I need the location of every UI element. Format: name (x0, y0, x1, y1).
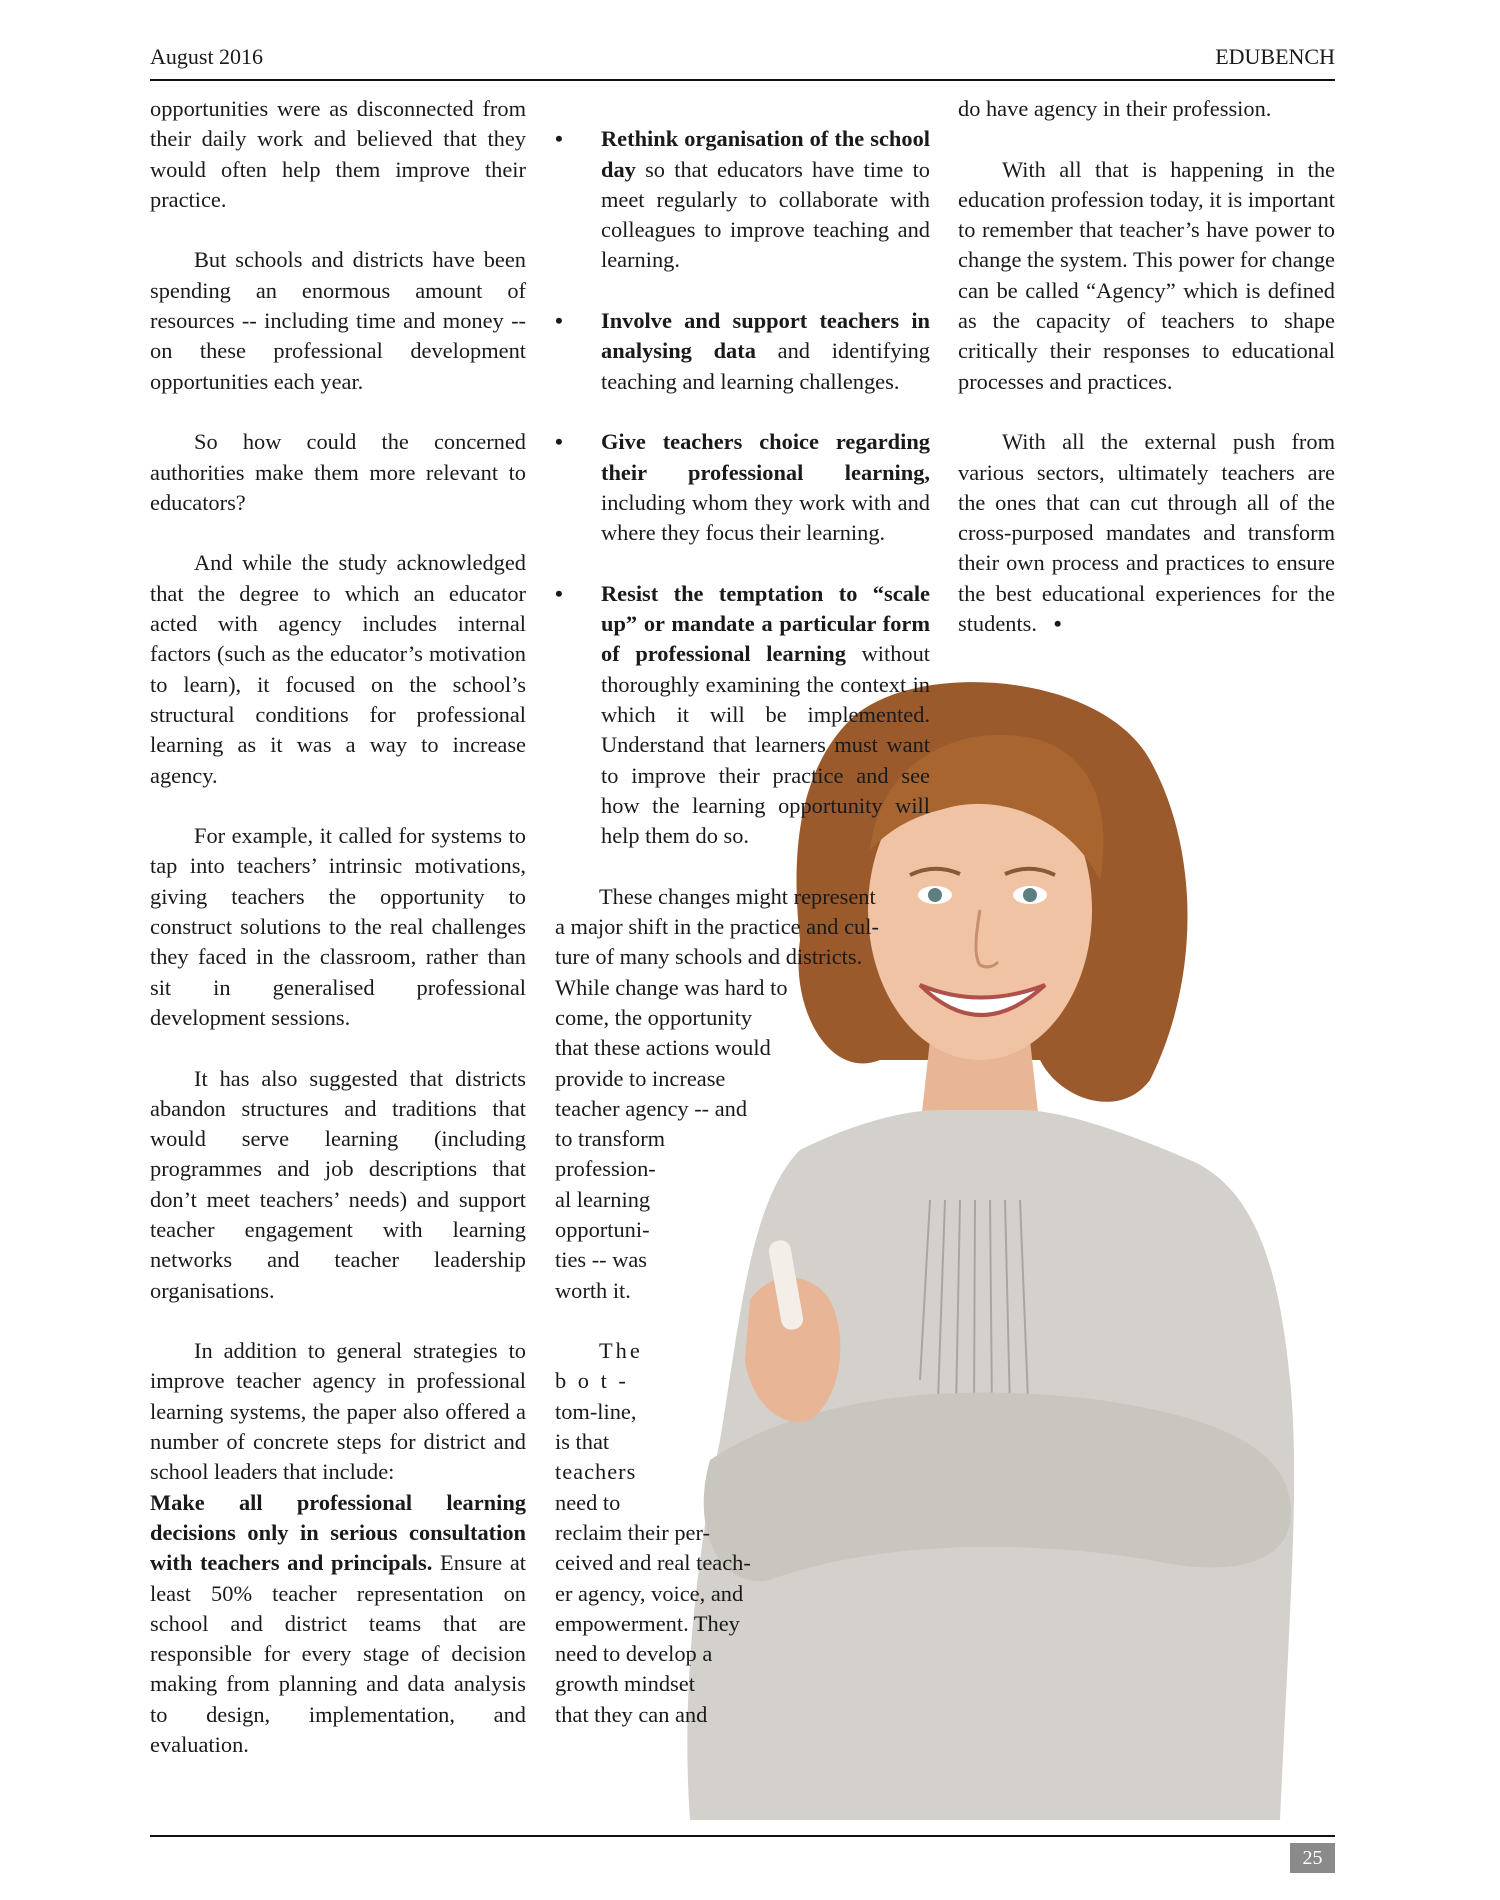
text-line: ture of many schools and districts. (555, 944, 863, 970)
paragraph-text: With all the external push from various sectors, ultimately teachers are the ones that can cut through all of the cross-purposed mandates and transform their own process and practices to ensure the best educational experiences for the students. (958, 429, 1335, 637)
publication-name: EDUBENCH (1215, 44, 1335, 69)
bullet-heading: Resist the temptation to “scale up” or mandate a particular form of professional learning (601, 580, 930, 667)
column-3 (958, 94, 1335, 639)
text-line: al learning (555, 1186, 651, 1212)
paragraph-recommendation (150, 1488, 526, 1761)
text-line: worth it. (555, 1277, 631, 1303)
bullet-symbol: • (555, 308, 563, 334)
bullet-symbol: • (555, 580, 563, 606)
text-line: ceived and real teach- (555, 1550, 751, 1576)
paragraph: With all that is happening in the education profession today, it is important to remember that teacher’s have power to change the system. This power for change can be called “Agency” which is defined as the capacity of teachers to shape critically their responses to educational processes and practices. (958, 156, 1335, 394)
text-line: is that (555, 1429, 610, 1455)
paragraph: In addition to general strategies to improve teacher agency in professional learning systems, the paper also offered a number of concrete steps for district and school leaders that include: (150, 1338, 526, 1485)
paragraph: So how could the concerned authorities make them more relevant to educators? (150, 429, 526, 515)
column-1 (150, 94, 526, 1760)
bullet-body: so that educators have time to meet regularly to collaborate with colleagues to improve teaching and learning. (601, 156, 930, 273)
end-mark: • (1053, 611, 1062, 637)
bottom-line-paragraph (555, 1336, 930, 1730)
header-rule (150, 79, 1335, 81)
text-line: profession- (555, 1156, 656, 1182)
text-line: that these actions would (555, 1035, 771, 1061)
text-line: provide to increase (555, 1065, 726, 1091)
bullet-body: without thoroughly examining the context in which it will be implemented. Understand that learners must want to improve their practice and see how the learning opportunity will help them do so. (601, 641, 930, 849)
text-line: While change was hard to (555, 974, 788, 1000)
bullet-heading: Give teachers choice regarding their professional learning, (601, 429, 930, 485)
column-2 (555, 94, 930, 1730)
paragraph: opportunities were as disconnected from their daily work and believed that they would often help them improve their practice. (150, 96, 526, 212)
recommendation-heading: Make all professional learning decisions only in serious consultation with teachers and principals. (150, 1489, 526, 1576)
bullet-symbol: • (555, 126, 563, 152)
text-line: teachers (555, 1459, 637, 1485)
footer-rule (150, 1835, 1335, 1837)
text-line: that they can and (555, 1701, 708, 1727)
bullet-item (555, 579, 930, 852)
text-line: b o t - (555, 1368, 629, 1394)
bullet-item (555, 427, 930, 548)
bullet-symbol: • (555, 429, 563, 455)
text-line: opportuni- (555, 1216, 650, 1242)
changes-paragraph (555, 882, 930, 1306)
text-line: empowerment. They (555, 1610, 740, 1636)
paragraph (958, 427, 1335, 639)
bullet-body: including whom they work with and where they focus their learning. (601, 489, 930, 546)
text-line: ties -- was (555, 1247, 648, 1273)
text-line: to transform (555, 1126, 666, 1152)
paragraph: But schools and districts have been spending an enormous amount of resources -- including time and money -- on these professional development opportunities each year. (150, 247, 526, 394)
text-line: er agency, voice, and (555, 1580, 744, 1606)
issue-date: August 2016 (150, 44, 264, 69)
text-line: tom-line, (555, 1398, 637, 1424)
paragraph: It has also suggested that districts abandon structures and traditions that would serve learning (including programmes and job descriptions that don’t meet teachers’ needs) and support teacher engagement with learning networks and teacher leadership organisations. (150, 1065, 526, 1303)
page-number: 25 (1290, 1843, 1335, 1873)
text-line: reclaim their per- (555, 1519, 710, 1545)
bullet-item (555, 124, 930, 275)
bullet-heading: Involve and support teachers in analysing data (601, 308, 930, 364)
paragraph: For example, it called for systems to tap into teachers’ intrinsic motivations, giving teachers the opportunity to construct solutions to the real challenges they faced in the classroom, rather than sit in generalised professional development sessions. (150, 823, 526, 1030)
text-line: need to (555, 1489, 621, 1515)
paragraph: do have agency in their profession. (958, 96, 1272, 121)
text-line: growth mindset (555, 1671, 695, 1697)
paragraph: And while the study acknowledged that the degree to which an educator acted with agency includes internal factors (such as the educator’s motivation to learn), it focused on the school’s structural conditions for professional learning as it was a way to increase agency. (150, 550, 526, 788)
text-line: teacher agency -- and (555, 1095, 748, 1121)
recommendation-body: Ensure at least 50% teacher representation on school and district teams that are responsible for every stage of decision making from planning and data analysis to design, implementation, and evaluation. (150, 1550, 527, 1758)
text-line: These changes might represent (599, 883, 876, 909)
text-line: The (599, 1338, 643, 1364)
bullet-body: and identifying teaching and learning challenges. (601, 338, 930, 394)
text-line: come, the opportunity (555, 1004, 753, 1030)
text-line: a major shift in the practice and cul- (555, 914, 879, 940)
text-line: need to develop a (555, 1641, 713, 1667)
bullet-item (555, 306, 930, 397)
running-header (150, 44, 1335, 80)
bullet-heading: Rethink organisation of the school day (601, 126, 930, 182)
